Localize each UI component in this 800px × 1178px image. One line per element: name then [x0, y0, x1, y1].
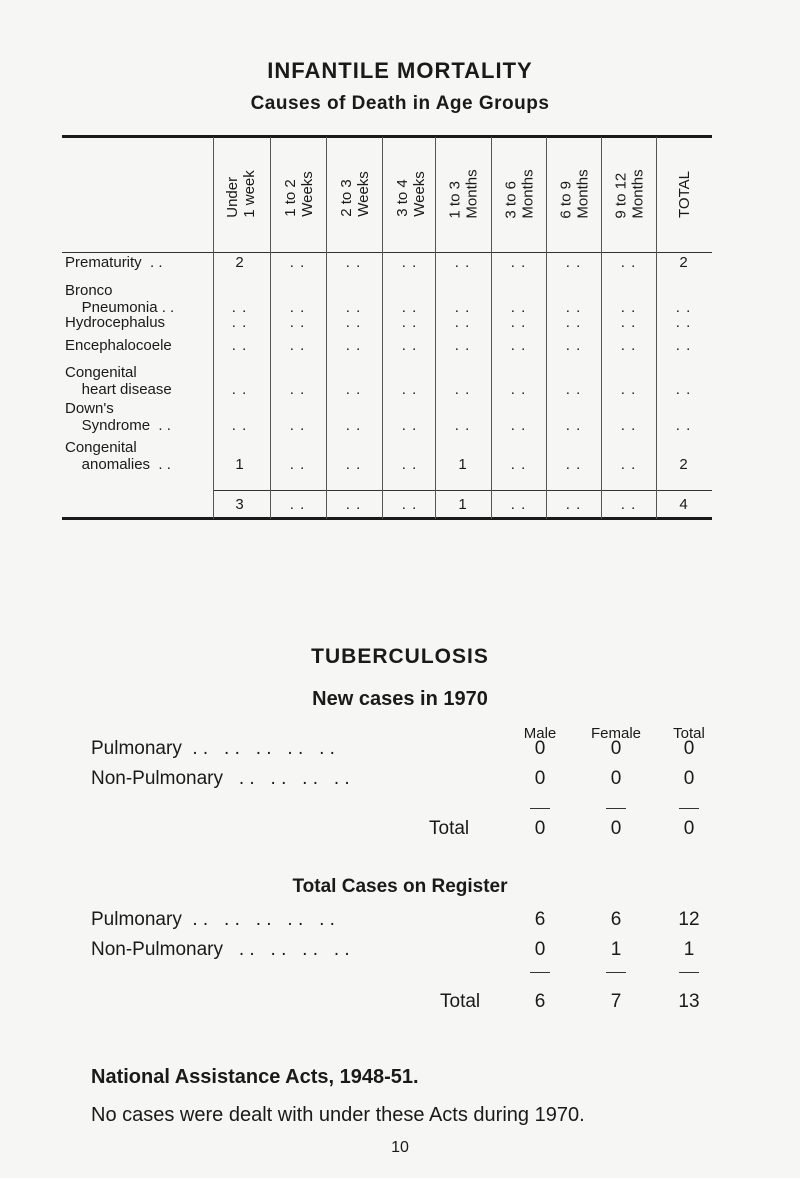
row-label: Congenital heart disease: [65, 364, 172, 398]
table-cell: . .: [454, 299, 471, 316]
table-cell: . .: [454, 381, 471, 398]
table-cell: . .: [231, 299, 248, 316]
table-cell: . .: [231, 381, 248, 398]
table-cell: . .: [454, 337, 471, 354]
table-cell: 2: [679, 254, 688, 271]
table-cell: . .: [345, 381, 362, 398]
table-cell: . .: [231, 314, 248, 331]
table-cell: . .: [565, 417, 582, 434]
column-header: [275, 142, 323, 246]
table-cell: . .: [345, 337, 362, 354]
table-cell: . .: [565, 456, 582, 473]
table-cell: . .: [620, 254, 637, 271]
tb-value: 0: [610, 738, 622, 759]
total-dash: [606, 972, 626, 973]
table-cell: . .: [675, 314, 692, 331]
table-cell: . .: [620, 417, 637, 434]
page-number: 10: [391, 1139, 409, 1156]
tb-total-value: 13: [678, 991, 700, 1012]
total-cell: . .: [565, 496, 582, 513]
table-cell: . .: [345, 456, 362, 473]
column-header-label: TOTAL: [676, 170, 693, 218]
table-cell: . .: [510, 254, 527, 271]
national-assistance-text: No cases were dealt with under these Acts during 1970.: [91, 1104, 585, 1126]
table-cell: . .: [401, 314, 418, 331]
column-header: [551, 142, 599, 246]
tb-total-value: 6: [534, 991, 546, 1012]
column-header: [606, 142, 654, 246]
column-header: [387, 142, 435, 246]
column-header: [661, 142, 709, 246]
column-header-label: 3 to 6 Months: [502, 169, 537, 219]
table-cell: . .: [289, 417, 306, 434]
tb-value: 0: [534, 738, 546, 759]
new-cases-title: New cases in 1970: [312, 688, 488, 710]
tb-value: 0: [610, 768, 622, 789]
table-cell: 1: [235, 456, 244, 473]
table-cell: 2: [235, 254, 244, 271]
table-cell: . .: [289, 254, 306, 271]
table-cell: . .: [401, 337, 418, 354]
column-header-label: 1 to 3 Months: [446, 169, 481, 219]
table-top-rule: [62, 135, 712, 138]
tb-total-label: Total: [429, 818, 470, 839]
table-cell: . .: [510, 337, 527, 354]
row-label: Hydrocephalus: [65, 314, 166, 331]
table-cell: . .: [401, 417, 418, 434]
table-cell: . .: [565, 299, 582, 316]
tuberculosis-title: TUBERCULOSIS: [311, 645, 489, 668]
table-cell: . .: [401, 299, 418, 316]
table-cell: . .: [675, 381, 692, 398]
tb-total-value: 0: [610, 818, 622, 839]
table-cell: . .: [231, 417, 248, 434]
tb-value: 0: [683, 768, 695, 789]
row-label: Congenital anomalies . .: [65, 439, 171, 473]
column-header-label: 3 to 4 Weeks: [393, 171, 428, 217]
table-cell: . .: [454, 417, 471, 434]
tb-value: 1: [610, 939, 622, 960]
tb-total-label: Total: [440, 991, 481, 1012]
total-dash: [530, 808, 550, 809]
total-dash: [679, 972, 699, 973]
table-cell: . .: [620, 299, 637, 316]
total-cell: . .: [289, 496, 306, 513]
table-cell: . .: [675, 337, 692, 354]
row-label: Encephalocoele: [65, 337, 172, 354]
mortality-title: INFANTILE MORTALITY: [267, 58, 533, 83]
total-cell: 1: [458, 496, 467, 513]
tb-row-label: Non-Pulmonary . . . . . . . .: [91, 768, 350, 789]
table-cell: . .: [231, 337, 248, 354]
table-cell: . .: [510, 381, 527, 398]
table-cell: . .: [510, 299, 527, 316]
register-title: Total Cases on Register: [292, 876, 508, 897]
table-cell: . .: [345, 254, 362, 271]
row-label: Down's Syndrome . .: [65, 400, 171, 434]
table-cell: . .: [565, 314, 582, 331]
table-cell: . .: [620, 456, 637, 473]
tb-value: 12: [678, 909, 700, 930]
table-cell: . .: [289, 381, 306, 398]
row-label: Bronco Pneumonia . .: [65, 282, 175, 316]
table-header-rule: [62, 252, 712, 253]
tb-value: 6: [534, 909, 546, 930]
total-cell: 3: [235, 496, 244, 513]
tb-row-label: Pulmonary . . . . . . . . . .: [91, 738, 335, 759]
table-cell: . .: [510, 456, 527, 473]
column-header: [331, 142, 379, 246]
national-assistance-title: National Assistance Acts, 1948-51.: [91, 1066, 419, 1088]
column-header-label: 2 to 3 Weeks: [337, 171, 372, 217]
table-cell: . .: [345, 417, 362, 434]
table-cell: . .: [510, 314, 527, 331]
tb-row-label: Non-Pulmonary . . . . . . . .: [91, 939, 350, 960]
table-cell: . .: [289, 314, 306, 331]
table-cell: . .: [289, 337, 306, 354]
table-cell: . .: [454, 314, 471, 331]
table-cell: . .: [289, 299, 306, 316]
tb-total-value: 7: [610, 991, 622, 1012]
tb-value: 0: [534, 939, 546, 960]
table-cell: . .: [401, 254, 418, 271]
column-header-label: Under 1 week: [223, 170, 258, 218]
row-label: Prematurity . .: [65, 254, 163, 271]
tb-value: 0: [534, 768, 546, 789]
total-dash: [606, 808, 626, 809]
column-header: [440, 142, 488, 246]
column-header: [496, 142, 544, 246]
tb-row-label: Pulmonary . . . . . . . . . .: [91, 909, 335, 930]
table-cell: . .: [510, 417, 527, 434]
table-cell: . .: [675, 299, 692, 316]
total-dash: [530, 972, 550, 973]
total-cell: . .: [401, 496, 418, 513]
table-cell: . .: [401, 381, 418, 398]
tb-total-value: 0: [534, 818, 546, 839]
table-cell: . .: [345, 314, 362, 331]
column-header-total: Total: [673, 725, 705, 742]
table-cell: 2: [679, 456, 688, 473]
table-cell: . .: [565, 254, 582, 271]
mortality-subtitle: Causes of Death in Age Groups: [250, 93, 550, 114]
total-cell: 4: [679, 496, 688, 513]
total-dash: [679, 808, 699, 809]
table-bottom-rule: [62, 517, 712, 520]
table-cell: . .: [675, 417, 692, 434]
column-header-label: 1 to 2 Weeks: [281, 171, 316, 217]
table-cell: . .: [345, 299, 362, 316]
table-cell: . .: [620, 381, 637, 398]
table-cell: . .: [620, 314, 637, 331]
column-header-label: 9 to 12 Months: [612, 169, 647, 219]
table-cell: . .: [565, 381, 582, 398]
table-cell: . .: [454, 254, 471, 271]
total-cell: . .: [345, 496, 362, 513]
tb-value: 6: [610, 909, 622, 930]
column-header-male: Male: [523, 725, 557, 742]
tb-total-value: 0: [683, 818, 695, 839]
table-cell: . .: [289, 456, 306, 473]
column-header-label: 6 to 9 Months: [557, 169, 592, 219]
total-cell: . .: [510, 496, 527, 513]
table-cell: . .: [565, 337, 582, 354]
table-sum-rule: [213, 490, 712, 491]
table-cell: . .: [620, 337, 637, 354]
tb-value: 0: [683, 738, 695, 759]
column-header-female: Female: [590, 725, 642, 742]
total-cell: . .: [620, 496, 637, 513]
table-cell: . .: [401, 456, 418, 473]
column-header: [217, 142, 265, 246]
table-cell: 1: [458, 456, 467, 473]
tb-value: 1: [683, 939, 695, 960]
